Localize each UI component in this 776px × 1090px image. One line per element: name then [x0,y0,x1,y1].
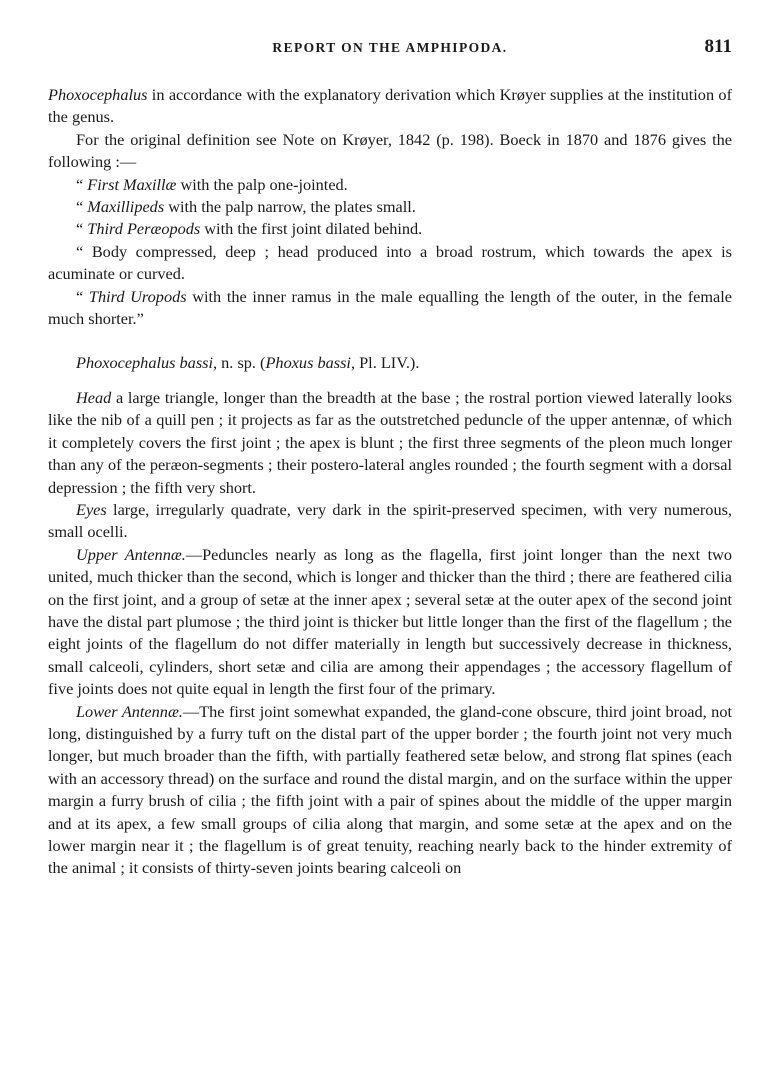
head-description: Head a large triangle, longer than the breadth at the base ; the rostral portion viewed laterally looks like the nib of a quill pen ; it projects as far as the outstretched peduncle of the upper antennæ, of which it completely covers the first joint ; the apex is blunt ; the first three segments of the pleon much longer than any of the peræon-segments ; their postero-lateral angles rounded ; the fourth segment with a dorsal depression ; the fifth very short. [48,387,732,497]
genus-name: Phoxocephalus [48,85,148,104]
term-first-maxillae: First Maxillæ [87,174,177,194]
quote-third-peraeopods: “ Third Peræopods with the first joint dilated behind. [76,219,423,239]
term-upper-antennae: Upper Antennæ. [76,544,186,564]
definition-paragraph: For the original definition see Note on Krøyer, 1842 (p. 198). Boeck in 1870 and 1876 gives the following :— [48,129,732,172]
body-text [48,84,732,880]
document-page [0,36,776,1090]
species-name: Phoxocephalus bassi [76,353,214,373]
spacer [48,330,732,352]
quote-third-uropods: “ Third Uropods with the inner ramus in the male equalling the length of the outer, in the female much shorter.” [48,286,732,329]
page-number: 811 [704,36,732,57]
term-third-uropods: Third Uropods [88,286,187,306]
species-heading: Phoxocephalus bassi, n. sp. (Phoxus bassi, Pl. LIV.). [76,353,420,373]
eyes-description: Eyes large, irregularly quadrate, very dark in the spirit-preserved specimen, with very numerous, small ocelli. [48,499,732,542]
term-third-peraeopods: Third Peræopods [87,219,201,239]
quote-body: “ Body compressed, deep ; head produced into a broad rostrum, which towards the apex is acuminate or curved. [48,241,732,284]
intro-text: in accordance with the explanatory derivation which Krøyer supplies at the institution of the genus. [48,85,732,127]
intro-paragraph [48,84,732,129]
spacer [48,375,732,387]
lower-antennae-description: Lower Antennæ.—The first joint somewhat expanded, the gland-cone obscure, third joint broad, not long, distinguished by a furry tuft on the distal part of the upper border ; the fourth joint not very much longer, but much broader than the fifth, with partially feathered setæ below, and strong flat spines (each with an accessory thread) on the surface and round the distal margin, and on the surface within the upper margin a furry brush of cilia ; the fifth joint with a pair of spines about the middle of the upper margin and at its apex, a few small groups of cilia along that margin, and some setæ at the apex and on the lower margin near it ; the flagellum is of great tenuity, reaching nearly back to the hinder extremity of the animal ; it consists of thirty-seven joints bearing calceoli on [48,701,732,878]
term-maxillipeds: Maxillipeds [87,197,165,217]
upper-antennae-description: Upper Antennæ.—Peduncles nearly as long as the flagella, first joint longer than the next two united, much thicker than the second, which is longer and thicker than the third ; there are feathered cilia on the first joint, and a group of setæ at the inner apex ; several setæ at the outer apex of the second joint have the distal part plumose ; the third joint is thicker but little longer than the first of the flagellum ; the eight joints of the flagellum do not differ materially in length but successively decrease in thickness, small calceoli, cylinders, short setæ and cilia are among their appendages ; the accessory flagellum of five joints does not quite equal in length the first four of the primary. [48,544,732,699]
term-lower-antennae: Lower Antennæ. [76,701,183,721]
running-title: REPORT ON THE AMPHIPODA. [272,40,508,55]
term-head: Head [76,387,112,407]
term-eyes: Eyes [76,499,107,519]
quote-maxillipeds: “ Maxillipeds with the palp narrow, the plates small. [76,197,416,217]
quote-first-maxillae: “ First Maxillæ with the palp one-jointed. [76,174,348,194]
running-head [48,36,732,70]
species-synonym: Phoxus bassi [265,353,351,373]
